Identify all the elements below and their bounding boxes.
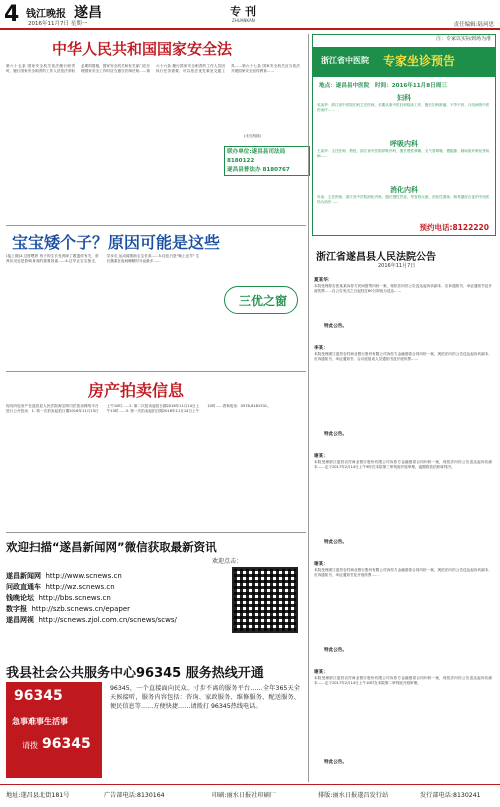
article-kids-body: (接上期)3.过度喂养 孩子的生长发育除了跟遗传有关，营养状况也是影响身高的重要因素……4.过早让宝宝独走、学步走 运动能帮助宝宝长高……5.佳佳只是"晚上还早" 生长激素在夜间睡眠时分泌最多…… [6, 254, 200, 263]
sponsor-label: 三优之窗 [239, 294, 288, 308]
promo-96345-title: 我县社会公共服务中心96345 服务热线开通 [6, 666, 264, 681]
paper-name: 遂昌 [74, 5, 102, 21]
article-law-title: 中华人民共和国国家安全法 [52, 40, 233, 58]
article-kids [6, 226, 306, 346]
doctor-ad-title-prefix: 浙江省中医院 [321, 56, 369, 65]
footer [0, 788, 500, 804]
section-text: 吴某华：浙江省中医院妇科主任医师，长期从事中医妇科临床工作，擅长妇科肿瘤、不孕不育、月经病的中医药治疗…… [317, 103, 490, 112]
notice-item [314, 278, 492, 342]
article-law [6, 34, 306, 198]
editor-line: 责任编辑:陆珂思 [453, 22, 494, 28]
article-auction-body: 现有四处房产在遂昌县人民法院淘宝网司法拍卖网络平台进行公开拍卖：1. 第一次拍卖起拍日期2016年11月15日上午10时……2. 第二次拍卖起拍日期2016年11月14日上午10时……3. 第一次拍卖起拍日期2016年11月14日上午10时……咨询电话：0578-8181531。 [6, 404, 271, 413]
doctor-ad-phone: 预约电话:8122220 [419, 223, 489, 232]
link-name: 问政直通车 [6, 583, 41, 591]
paper-name-prefix: 钱江晚报 [26, 9, 66, 20]
notice-name: 谢某： [314, 454, 328, 459]
notice-name: 夏某华： [314, 278, 333, 283]
footer-address: 地址:遂昌县北街181号 [6, 792, 70, 799]
link-url[interactable]: http://bbs.scnews.cn [38, 594, 111, 602]
section-name: 消化内科 [390, 186, 418, 194]
link-row[interactable] [6, 582, 226, 593]
page-number: 4 [4, 2, 20, 27]
article-auction-title: 房产拍卖信息 [88, 381, 185, 400]
link-row[interactable] [6, 571, 226, 582]
notice-sign: 特此公告。 [324, 324, 347, 329]
section-name: 妇科 [397, 94, 411, 102]
article-law-contact: 联办单位:遂昌县司法局 8180122 遂昌县普法办 8180767 [224, 146, 310, 176]
notice-item [314, 454, 492, 558]
badge-number: 96345 [42, 736, 91, 752]
promo-news-links-title: 欢迎点击： [212, 558, 243, 565]
sponsor-badge [224, 286, 298, 314]
footer-layout: 排版:丽水日报遂昌发行站 [318, 792, 389, 799]
notice-text: 本院受理浙江遂昌农村商业银行股份有限公司诉你方金融借款合同纠纷一案，现依法向你公告送达起诉状副本、应诉通知书、举证通知书、合议庭组成人员通知书及开庭传票…… [314, 352, 492, 361]
notice-text: 本院受理浙江遂昌农村商业银行股份有限公司诉你方金融借款合同纠纷一案，现依法向你公告送达起诉状副本……定于2017年2月14日上午10时在本院第二审判庭开庭审理。 [314, 676, 492, 685]
doctor-ad-banner [313, 47, 495, 77]
court-notice-title: 浙江省遂昌县人民法院公告 [316, 252, 436, 263]
doctor-ad-header: 注：专家以实际到场为准 [435, 36, 491, 42]
section-text: 王某华：主任医师，教授，浙江省中医院呼吸内科，擅长慢性咳嗽、支气管哮喘、慢阻肺、肺间质纤维化等疾病…… [317, 149, 490, 158]
header-rule [0, 28, 500, 30]
doctor-section [317, 93, 491, 133]
court-notice-date: 2016年11月7日 [378, 263, 416, 269]
section-text: 叶某：主任医师，浙江省中医院消化内科，擅长慢性胃炎、胃食管反流、消化性溃疡、肠易激综合征的中西医结合治疗…… [317, 195, 490, 204]
doctor-section [317, 185, 491, 217]
section-name: 呼吸内科 [390, 140, 418, 148]
section-sub: ZHUANKAN [232, 18, 255, 23]
link-name: 数字报 [6, 605, 27, 613]
notice-sign: 特此公告。 [324, 540, 347, 545]
footer-distribution: 发行部电话:8130241 [420, 792, 481, 799]
notice-name: 李某： [314, 346, 328, 351]
link-row[interactable] [6, 593, 226, 604]
notice-text: 本院受理浙江遂昌农村商业银行股份有限公司诉你方金融借款合同纠纷一案，现依法向你公告送达起诉状副本、应诉通知书、举证通知书及开庭传票…… [314, 568, 492, 577]
doctor-ad-title-main: 专家坐诊预告 [383, 54, 456, 68]
promo-96345-body: 96345，一个直接面向民众、寸步不离的服务平台……全年365天全天候接听，服务内容包括：咨询、家政服务、维修服务、配送服务、便民信息等……方便快捷……请拨打 96345热线电话。 [110, 685, 300, 710]
footer-print: 印刷:丽水日报社印刷厂 [212, 792, 276, 799]
notice-item [314, 346, 492, 450]
notice-sign: 特此公告。 [324, 760, 347, 765]
notice-text: 本院受理原告张某某诉你方民间借贷纠纷一案，现依法向你公告送达起诉状副本、应诉通知书、举证通知书及开庭传票……自公告发出之日起经过60日即视为送达…… [314, 284, 492, 293]
article-law-body: 第六十五条 国家安全机关依法履行职责时，履行国家安全职责的工作人员依法采取必要的措施，国家安全机关和有关部门在办理国家安全工作时应当遵守法律法规……第六十六条 履行国家安全职责的工作人员因执行任务需要，可以依法优先乘坐交通工具……第六十七条 国家安全机关应当依法开展国家安全宣传教育…… [6, 64, 300, 73]
promo-news-links [6, 571, 226, 626]
link-url[interactable]: http://www.scnews.cn [45, 572, 122, 580]
column-divider [308, 34, 309, 782]
badge-line1: 急事难事生活事 [12, 717, 68, 726]
doctor-ad-location: 地点：遂昌县中医院 时间：2016年11月8日周三 [319, 83, 447, 89]
article-auction [6, 372, 306, 532]
qr-code-image [232, 567, 298, 633]
doctor-ad [312, 34, 496, 236]
notice-item [314, 562, 492, 666]
badge-top: 96345 [14, 688, 63, 704]
doctor-section [317, 139, 491, 179]
notice-text: 本院受理浙江遂昌农村商业银行股份有限公司诉你方金融借款合同纠纷一案，现依法向你公告送达起诉状副本……定于2017年2月14日上午9时在本院第三审判庭开庭审理，逾期将依法缺席判决。 [314, 460, 492, 469]
link-row[interactable] [6, 615, 226, 626]
article-law-credit: (未完待续) [244, 134, 262, 138]
notice-item [314, 670, 492, 778]
promo-news [6, 533, 306, 658]
notice-sign: 特此公告。 [324, 648, 347, 653]
article-kids-title: 宝宝矮个子？原因可能是这些 [12, 233, 221, 252]
footer-rule [0, 784, 500, 785]
promo-96345-badge [6, 682, 102, 778]
date-line: 2016年11月7日 星期一 [28, 21, 88, 27]
link-name: 遂昌网视 [6, 616, 34, 624]
link-row[interactable] [6, 604, 226, 615]
notice-sign: 特此公告。 [324, 432, 347, 437]
section-label: 专刊 [230, 5, 260, 18]
masthead [0, 0, 500, 30]
footer-ad-phone: 广告部电话:8130164 [104, 792, 165, 799]
link-url[interactable]: http://scnews.zjol.com.cn/scnews/scws/ [38, 616, 177, 624]
link-url[interactable]: http://szb.scnews.cn/epaper [31, 605, 131, 613]
link-name: 遂昌新闻网 [6, 572, 41, 580]
link-name: 钱晚论坛 [6, 594, 34, 602]
badge-line2: 请拨 [22, 741, 38, 750]
notice-name: 谢某： [314, 670, 328, 675]
court-notice [312, 238, 494, 782]
promo-news-title: 欢迎扫描“遂昌新闻网”微信获取最新资讯 [6, 540, 217, 554]
notice-name: 谢某： [314, 562, 328, 567]
link-url[interactable]: http://wz.scnews.cn [45, 583, 115, 591]
promo-96345 [6, 658, 306, 780]
